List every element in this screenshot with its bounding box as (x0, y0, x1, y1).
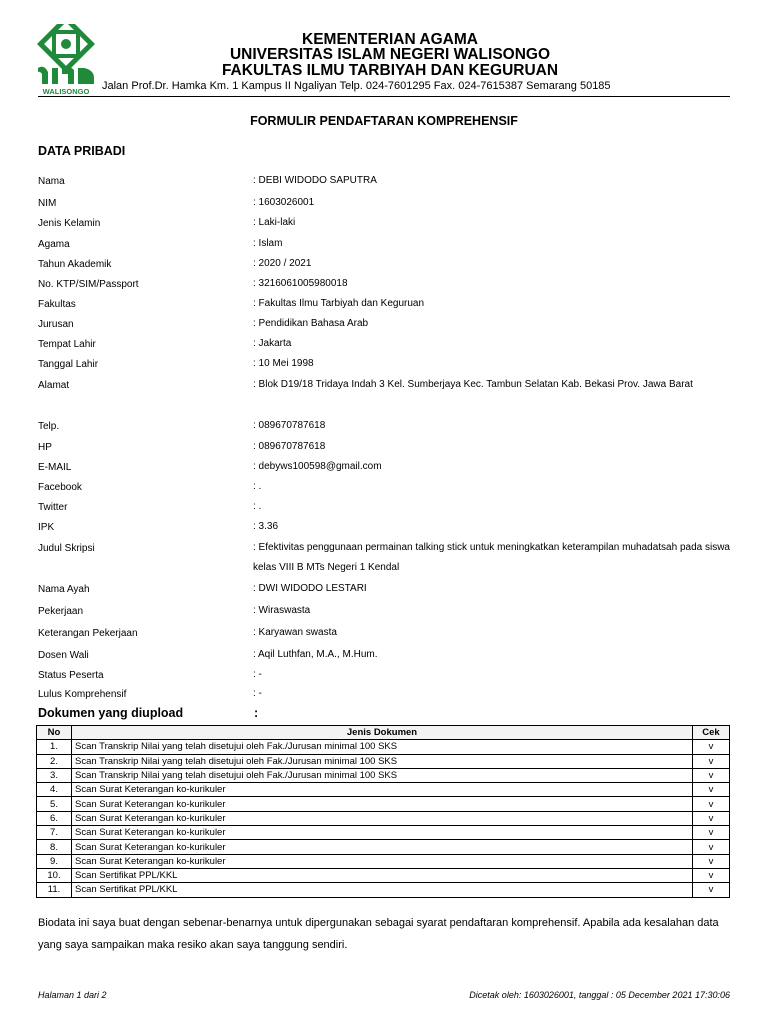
field-value: : Blok D19/18 Tridaya Indah 3 Kel. Sumberjaya Kec. Tambun Selatan Kab. Bekasi Prov. Jawa Barat (253, 379, 693, 390)
documents-table (36, 725, 730, 898)
document-name: Scan Surat Keterangan ko-kurikuler (72, 783, 693, 797)
check-mark: v (693, 840, 730, 854)
field-value: : DWI WIDODO LESTARI (253, 583, 367, 594)
field-value: : 089670787618 (253, 441, 326, 452)
column-header-cek: Cek (693, 726, 730, 740)
check-mark: v (693, 811, 730, 825)
field-value: : Efektivitas penggunaan permainan talking stick untuk meningkatkan keterampilan muhadatsah pada siswa kelas VIII B MTs Negeri 1 Kendal (253, 542, 730, 573)
row-number: 6. (37, 811, 72, 825)
row-number: 8. (37, 840, 72, 854)
header-divider (38, 96, 730, 97)
field-label: No. KTP/SIM/Passport (38, 279, 139, 290)
field-value: : Fakultas Ilmu Tarbiyah dan Keguruan (253, 298, 425, 309)
field-value: : Wiraswasta (253, 605, 311, 616)
field-label: Dosen Wali (38, 650, 89, 661)
row-number: 9. (37, 854, 72, 868)
table-row (37, 868, 730, 882)
form-title: FORMULIR PENDAFTARAN KOMPREHENSIF (250, 114, 518, 128)
field-value: : . (253, 501, 262, 512)
document-name: Scan Surat Keterangan ko-kurikuler (72, 797, 693, 811)
field-label: E-MAIL (38, 462, 72, 473)
field-label: Telp. (38, 421, 60, 432)
field-label: Keterangan Pekerjaan (38, 628, 138, 639)
field-value: : DEBI WIDODO SAPUTRA (253, 175, 377, 186)
page-number: Halaman 1 dari 2 (38, 990, 107, 1000)
university-name: UNIVERSITAS ISLAM NEGERI WALISONGO (229, 46, 551, 63)
field-value: : 10 Mei 1998 (253, 358, 314, 369)
declaration-statement: Biodata ini saya buat dengan sebenar-benarnya untuk dipergunakan sebagai syarat pendaftaran komprehensif. Apabila ada kesalahan data yang saya sampaikan maka resiko akan saya tanggung sendiri. (38, 917, 719, 951)
check-mark: v (693, 783, 730, 797)
check-mark: v (693, 740, 730, 754)
field-label: Tanggal Lahir (38, 359, 99, 370)
field-label: Twitter (38, 502, 68, 513)
document-name: Scan Surat Keterangan ko-kurikuler (72, 826, 693, 840)
field-value: : - (253, 669, 262, 680)
field-label: Agama (38, 239, 70, 250)
field-value: : Pendidikan Bahasa Arab (253, 318, 369, 329)
check-mark: v (693, 826, 730, 840)
field-label: Pekerjaan (38, 606, 84, 617)
field-label: Status Peserta (38, 670, 104, 681)
table-row (37, 854, 730, 868)
row-number: 10. (37, 868, 72, 882)
check-mark: v (693, 883, 730, 897)
field-value: : 089670787618 (253, 420, 326, 431)
field-label: Jurusan (38, 319, 74, 330)
document-name: Scan Surat Keterangan ko-kurikuler (72, 840, 693, 854)
field-label: NIM (38, 198, 57, 209)
institution-address: Jalan Prof.Dr. Hamka Km. 1 Kampus II Ngaliyan Telp. 024-7601295 Fax. 024-7615387 Semarang 50185 (102, 80, 611, 92)
check-mark: v (693, 754, 730, 768)
check-mark: v (693, 854, 730, 868)
field-value: : Islam (253, 238, 283, 249)
ministry-name: KEMENTERIAN AGAMA (302, 31, 478, 48)
table-row (37, 826, 730, 840)
row-number: 3. (37, 768, 72, 782)
field-value: : Jakarta (253, 338, 292, 349)
document-name: Scan Transkrip Nilai yang telah disetujui oleh Fak./Jurusan minimal 100 SKS (72, 768, 693, 782)
print-info: Dicetak oleh: 1603026001, tanggal : 05 December 2021 17:30:06 (469, 990, 730, 1000)
table-row (37, 754, 730, 768)
row-number: 11. (37, 883, 72, 897)
document-name: Scan Transkrip Nilai yang telah disetujui oleh Fak./Jurusan minimal 100 SKS (72, 754, 693, 768)
field-label: IPK (38, 522, 55, 533)
document-name: Scan Sertifikat PPL/KKL (72, 883, 693, 897)
field-label: Judul Skripsi (38, 543, 95, 554)
check-mark: v (693, 768, 730, 782)
field-value: : debyws100598@gmail.com (253, 461, 382, 472)
field-value: : 1603026001 (253, 197, 315, 208)
table-row (37, 797, 730, 811)
row-number: 7. (37, 826, 72, 840)
column-header-jenis-dokumen: Jenis Dokumen (72, 726, 693, 740)
row-number: 5. (37, 797, 72, 811)
table-row (37, 840, 730, 854)
table-row (37, 740, 730, 754)
field-value: : - (253, 688, 262, 699)
document-name: Scan Transkrip Nilai yang telah disetujui oleh Fak./Jurusan minimal 100 SKS (72, 740, 693, 754)
field-value: : 2020 / 2021 (253, 258, 312, 269)
column-header-no: No (37, 726, 72, 740)
field-value: : Laki-laki (253, 217, 296, 228)
check-mark: v (693, 868, 730, 882)
uin-walisongo-logo (34, 24, 98, 96)
table-header-row (37, 726, 730, 740)
table-row (37, 811, 730, 825)
field-label: Jenis Kelamin (38, 218, 101, 229)
field-value: : Karyawan swasta (253, 627, 337, 638)
check-mark: v (693, 797, 730, 811)
field-label: Lulus Komprehensif (38, 689, 127, 700)
field-label: Nama (38, 176, 65, 187)
field-label: HP (38, 442, 52, 453)
field-label: Facebook (38, 482, 82, 493)
field-label: Tahun Akademik (38, 259, 112, 270)
svg-text:WALISONGO: WALISONGO (42, 87, 90, 96)
documents-colon: : (254, 706, 259, 720)
field-value: : . (253, 481, 262, 492)
document-name: Scan Surat Keterangan ko-kurikuler (72, 854, 693, 868)
table-row (37, 883, 730, 897)
table-row (37, 783, 730, 797)
field-label: Tempat Lahir (38, 339, 96, 350)
row-number: 1. (37, 740, 72, 754)
table-row (37, 768, 730, 782)
field-value: : Aqil Luthfan, M.A., M.Hum. (253, 649, 378, 660)
field-value: : 3216061005980018 (253, 278, 348, 289)
row-number: 4. (37, 783, 72, 797)
documents-title: Dokumen yang diupload (38, 706, 184, 720)
field-label: Alamat (38, 380, 70, 391)
document-name: Scan Sertifikat PPL/KKL (72, 868, 693, 882)
field-label: Nama Ayah (38, 584, 90, 595)
row-number: 2. (37, 754, 72, 768)
field-label: Fakultas (38, 299, 76, 310)
faculty-name: FAKULTAS ILMU TARBIYAH DAN KEGURUAN (221, 62, 559, 79)
section-title: DATA PRIBADI (38, 144, 126, 158)
document-name: Scan Surat Keterangan ko-kurikuler (72, 811, 693, 825)
field-value: : 3.36 (253, 521, 279, 532)
